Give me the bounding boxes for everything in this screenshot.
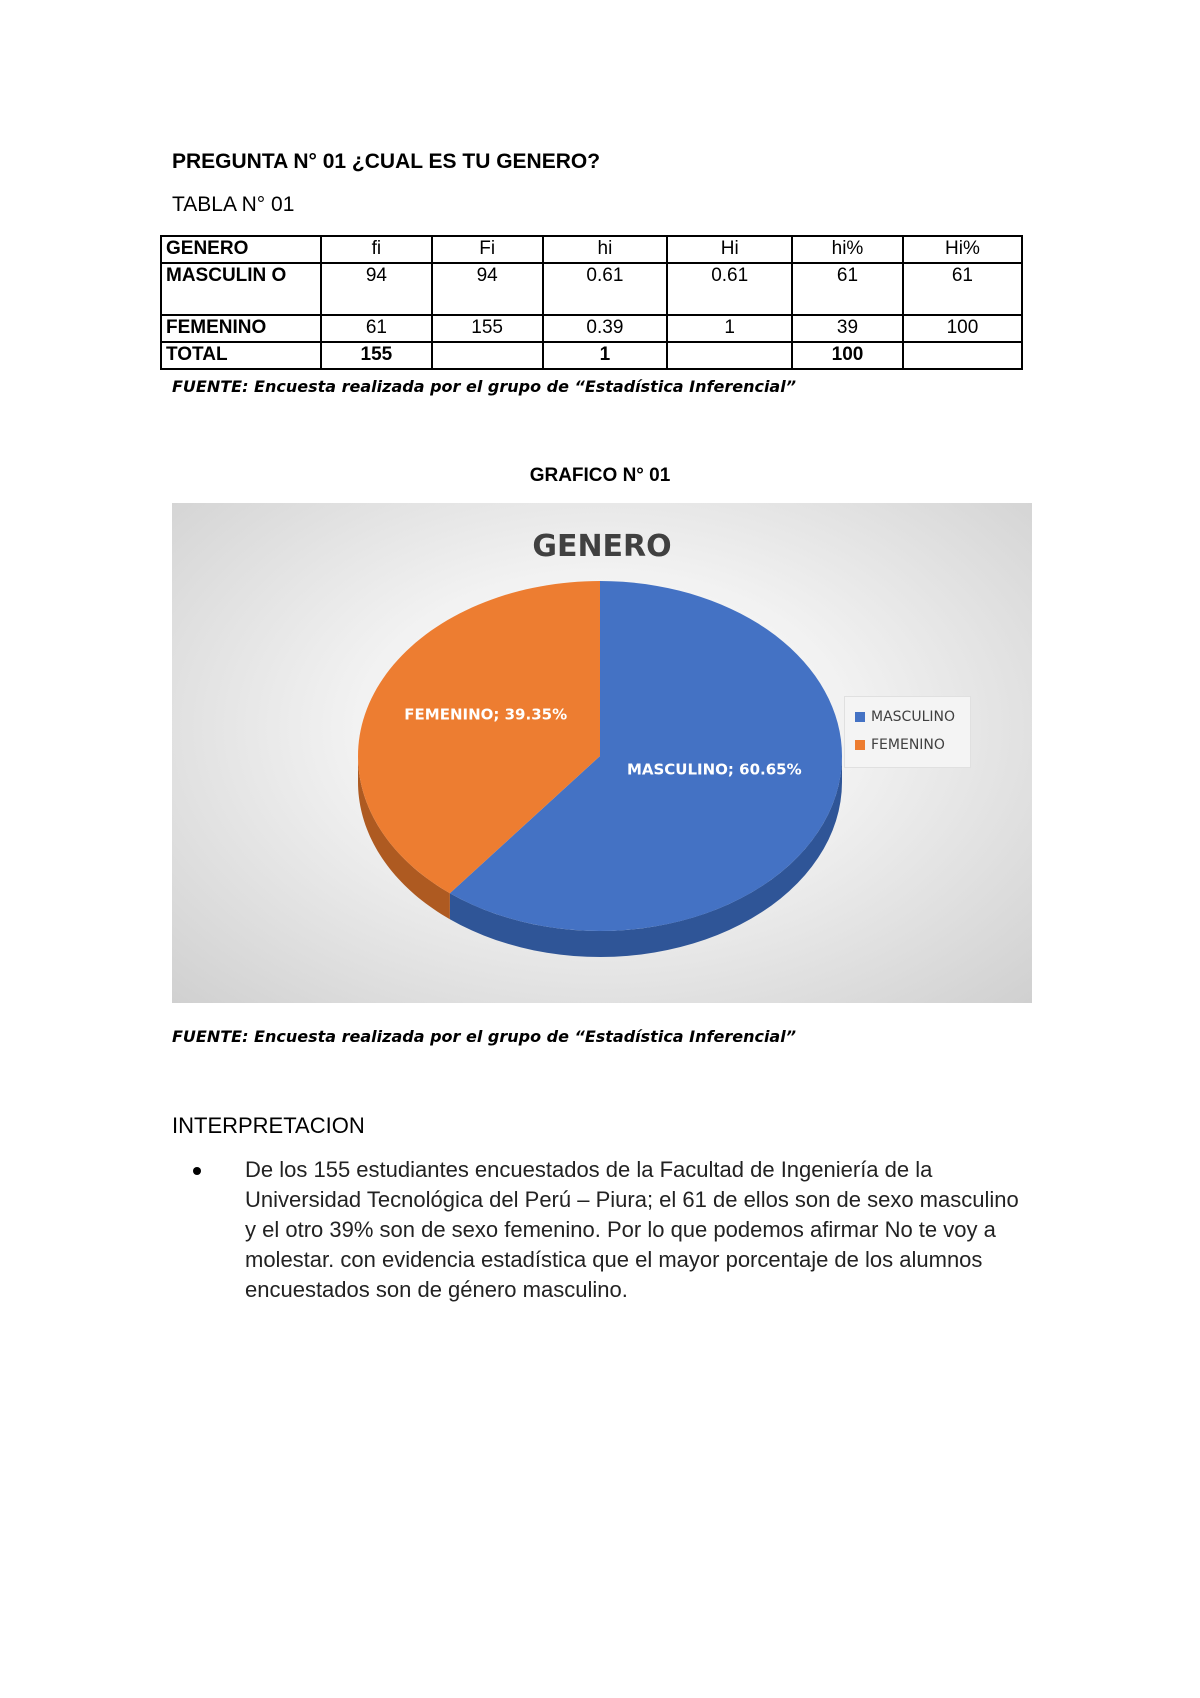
bullet-icon [193,1167,201,1175]
table-cell: 61 [903,263,1022,315]
legend-label: MASCULINO [871,709,955,725]
chart-title: GENERO [532,529,672,564]
frequency-table [160,235,1023,370]
header-cell: Fi [432,236,543,263]
interpretation-heading: INTERPRETACION [172,1113,365,1138]
table-cell: FEMENINO [161,315,321,342]
legend-swatch-femenino [855,740,865,750]
table-header-row [161,236,1022,263]
table-cell [667,342,792,369]
legend-label: FEMENINO [871,737,945,753]
table-cell: 0.61 [543,263,668,315]
header-cell: hi% [792,236,903,263]
table-cell: 1 [543,342,668,369]
table-cell: 100 [792,342,903,369]
table-cell: 155 [432,315,543,342]
table-row [161,315,1022,342]
table-cell: 100 [903,315,1022,342]
table-title: TABLA N° 01 [172,193,295,216]
header-cell: fi [321,236,432,263]
header-cell: Hi% [903,236,1022,263]
table-cell: MASCULIN O [161,263,321,315]
table-cell: 61 [321,315,432,342]
table-row [161,263,1022,315]
pie-chart [172,503,1032,1003]
interpretation-list [205,1155,1025,1305]
table-cell: 39 [792,315,903,342]
interpretation-text: De los 155 estudiantes encuestados de la Facultad de Ingeniería de la Universidad Tecnológica del Perú – Piura; el 61 de ellos son de sexo masculino y el otro 39% son de sexo femenino. Por lo que podemos afirmar No te voy a molestar. con evidencia estadística que el mayor porcentaje de los alumnos encuestados son de género masculino. [245,1157,1019,1302]
header-cell: Hi [667,236,792,263]
legend-item-masculino [855,709,955,725]
table-cell: 94 [432,263,543,315]
table-source-note: FUENTE: Encuesta realizada por el grupo de “Estadística Inferencial” [172,377,797,396]
pie-label-femenino: FEMENINO; 39.35% [404,705,568,724]
chart-legend [844,696,971,768]
chart-source-note: FUENTE: Encuesta realizada por el grupo de “Estadística Inferencial” [172,1027,797,1046]
header-cell: GENERO [161,236,321,263]
chart-heading: GRAFICO N° 01 [529,465,671,486]
table-cell: TOTAL [161,342,321,369]
table-cell: 0.39 [543,315,668,342]
table-cell: 1 [667,315,792,342]
pie-label-masculino: MASCULINO; 60.65% [626,760,802,779]
table-cell: 155 [321,342,432,369]
table-cell: 61 [792,263,903,315]
legend-swatch-masculino [855,712,865,722]
legend-item-femenino [855,737,945,753]
header-cell: hi [543,236,668,263]
table-cell: 0.61 [667,263,792,315]
question-heading: PREGUNTA N° 01 ¿CUAL ES TU GENERO? [172,150,601,173]
table-cell [432,342,543,369]
table-row [161,342,1022,369]
table-cell: 94 [321,263,432,315]
table-cell [903,342,1022,369]
